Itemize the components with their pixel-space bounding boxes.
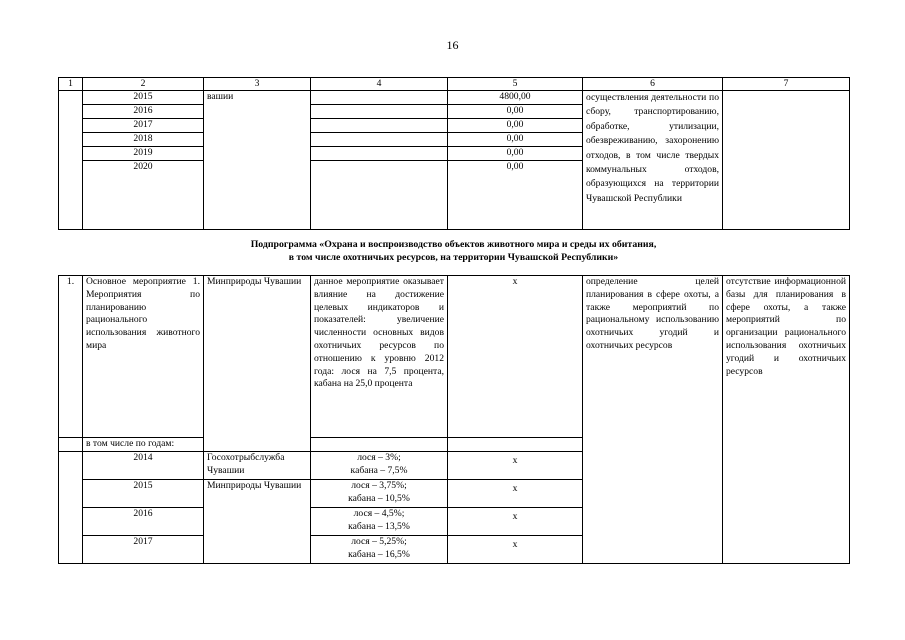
result-cell: определение целей планирования в сфере охоты, а также мероприятий по рациональному использованию охотничьих угодий и охотничьих ресурсов — [583, 276, 723, 564]
amount-cell: x — [448, 508, 583, 536]
col-number: 4 — [311, 78, 448, 91]
executor-cell: вашии — [204, 91, 311, 230]
impact-moose: лося – 3,75%; — [351, 480, 407, 491]
col-number: 2 — [83, 78, 204, 91]
amount-cell: 0,00 — [448, 161, 583, 230]
impact-moose: лося – 3%; — [357, 452, 401, 463]
table-row — [59, 276, 850, 438]
executor-cell: Минприроды Чувашии — [204, 480, 311, 564]
year-cell: 2016 — [83, 508, 204, 536]
executor-cell: Минприроды Чувашии — [204, 276, 311, 438]
amount-cell: x — [448, 452, 583, 480]
amount-cell: x — [448, 480, 583, 508]
impact-boar: кабана – 7,5% — [350, 464, 408, 476]
col-number: 6 — [583, 78, 723, 91]
amount-cell: 0,00 — [448, 119, 583, 133]
year-cell: 2017 — [83, 119, 204, 133]
year-cell: 2015 — [83, 480, 204, 508]
year-cell: 2018 — [83, 133, 204, 147]
amount-cell: x — [448, 536, 583, 564]
column-number-row — [59, 78, 850, 91]
col-number: 3 — [204, 78, 311, 91]
consequence-cell: отсутствие информационной базы для планирования в сфере охоты, а также мероприятий по организации рационального использования охотничьих угодий и охотничьих ресурсов — [723, 276, 850, 564]
row-number: 1. — [59, 276, 83, 438]
amount-cell: 0,00 — [448, 133, 583, 147]
amount-cell: 0,00 — [448, 147, 583, 161]
col-number: 5 — [448, 78, 583, 91]
result-cell: осуществления деятельности по сбору, транспортированию, обработке, утилизации, обезвреживанию, захоронению отходов, в том числе твердых коммунальных отходов, образующихся на территории Чувашской Республики — [583, 91, 723, 230]
impact-boar: кабана – 13,5% — [348, 520, 410, 532]
impact-cell — [311, 452, 448, 480]
amount-cell: 0,00 — [448, 105, 583, 119]
subprogram-line-1: Подпрограмма «Охрана и воспроизводство объектов животного мира и среды их обитания, — [250, 239, 657, 250]
impact-cell — [311, 480, 448, 508]
executor-cell: Госохотрыбслужба Чувашии — [204, 452, 311, 480]
continued-table — [58, 77, 850, 230]
year-cell: 2017 — [83, 536, 204, 564]
col-number: 7 — [723, 78, 850, 91]
year-cell: 2016 — [83, 105, 204, 119]
impact-cell: данное мероприятие оказывает влияние на достижение целевых индикаторов и показателей: увеличение численности основных видов охотничьих ресурсов по отношению к уровню 2012 года: лося на 7,5 процента, кабана на 25,0 процента — [311, 276, 448, 438]
impact-boar: кабана – 10,5% — [348, 492, 410, 504]
subprogram-line-2: в том числе охотничьих ресурсов, на территории Чувашской Республики» — [288, 251, 619, 263]
year-cell: 2015 — [83, 91, 204, 105]
table-row — [59, 91, 850, 105]
page-number: 16 — [446, 38, 459, 52]
by-years-label: в том числе по годам: — [83, 438, 204, 452]
subprogram-table — [58, 275, 850, 564]
year-cell: 2020 — [83, 161, 204, 230]
impact-moose: лося – 4,5%; — [353, 508, 405, 519]
impact-cell — [311, 536, 448, 564]
amount-cell: x — [448, 276, 583, 438]
impact-boar: кабана – 16,5% — [348, 548, 410, 560]
year-cell: 2019 — [83, 147, 204, 161]
year-cell: 2014 — [83, 452, 204, 480]
col-number: 1 — [59, 78, 83, 91]
subprogram-heading — [58, 239, 849, 264]
amount-cell: 4800,00 — [448, 91, 583, 105]
impact-cell — [311, 508, 448, 536]
impact-moose: лося – 5,25%; — [351, 536, 407, 547]
measure-cell: Основное мероприятие 1. Мероприятия по планированию рационального использования животного мира — [83, 276, 204, 438]
